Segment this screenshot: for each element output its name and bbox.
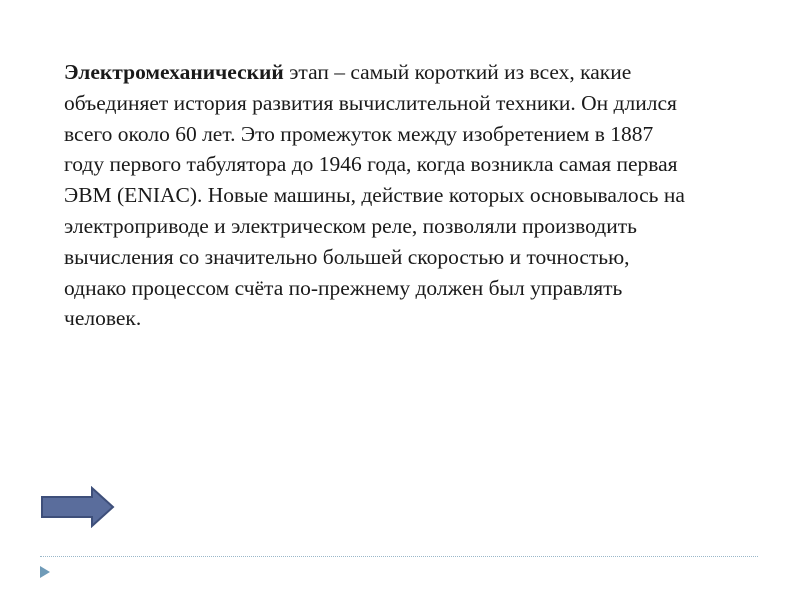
next-slide-button[interactable] xyxy=(40,486,115,528)
triangle-bullet-icon xyxy=(38,565,52,579)
body-text: этап – самый короткий из всех, какие объединяет история развития вычислительной техники. Он длился всего около 60 лет. Это промежуток между изобретением в 1887 году первого табулятора до 1946 года, когда возникла самая первая ЭВМ (ENIAC). Новые машины, действие которых основывалось на электроприводе и электрическом реле, позволяли производить вычисления со значительно большей скоростью и точностью, однако процессом счёта по-прежнему должен был управлять человек. xyxy=(64,60,685,331)
footer-divider xyxy=(40,556,758,557)
right-arrow-icon xyxy=(40,486,115,528)
bold-term: Электромеханический xyxy=(64,60,284,84)
slide-body-text xyxy=(64,57,694,334)
